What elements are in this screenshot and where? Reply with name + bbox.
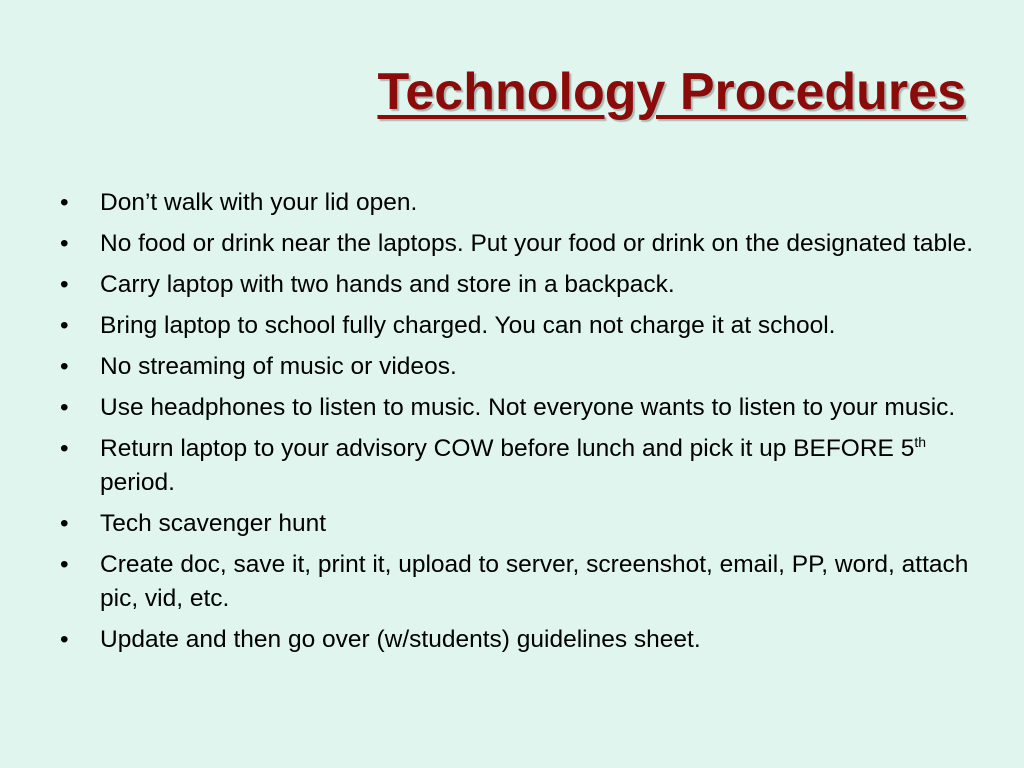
bullet-item (56, 186, 976, 220)
bullet-item (56, 227, 976, 261)
bullet-icon: • (60, 189, 69, 216)
bullet-icon: • (60, 312, 69, 339)
bullet-icon: • (60, 353, 69, 380)
bullet-text: No streaming of music or videos. (100, 353, 457, 380)
bullet-text: Update and then go over (w/students) guidelines sheet. (100, 626, 701, 653)
bullet-list (56, 186, 976, 664)
slide-title: Technology Procedures (377, 63, 966, 121)
bullet-text: Tech scavenger hunt (100, 510, 327, 537)
bullet-text: Carry laptop with two hands and store in a backpack. (100, 271, 675, 298)
bullet-item (56, 391, 976, 425)
bullet-item (56, 309, 976, 343)
bullet-item (56, 268, 976, 302)
bullet-icon: • (60, 394, 69, 421)
bullet-text-after: period. (100, 469, 175, 496)
bullet-icon: • (60, 435, 69, 462)
bullet-text (100, 435, 926, 496)
bullet-item (56, 350, 976, 384)
bullet-icon: • (60, 551, 69, 578)
bullet-item (56, 507, 976, 541)
bullet-text: Use headphones to listen to music. Not everyone wants to listen to your music. (100, 394, 956, 421)
bullet-icon: • (60, 510, 69, 537)
bullet-text-before: Return laptop to your advisory COW before lunch and pick it up BEFORE 5 (100, 435, 915, 462)
bullet-text: No food or drink near the laptops. Put your food or drink on the designated table. (100, 230, 974, 257)
bullet-item (56, 548, 976, 616)
bullet-item (56, 623, 976, 657)
bullet-text: Create doc, save it, print it, upload to server, screenshot, email, PP, word, attach pic, vid, etc. (100, 551, 969, 612)
bullet-icon: • (60, 271, 69, 298)
bullet-item (56, 432, 976, 500)
bullet-icon: • (60, 626, 69, 653)
superscript: th (914, 433, 927, 450)
bullet-text: Don’t walk with your lid open. (100, 189, 418, 216)
bullet-text: Bring laptop to school fully charged. You can not charge it at school. (100, 312, 836, 339)
bullet-icon: • (60, 230, 69, 257)
